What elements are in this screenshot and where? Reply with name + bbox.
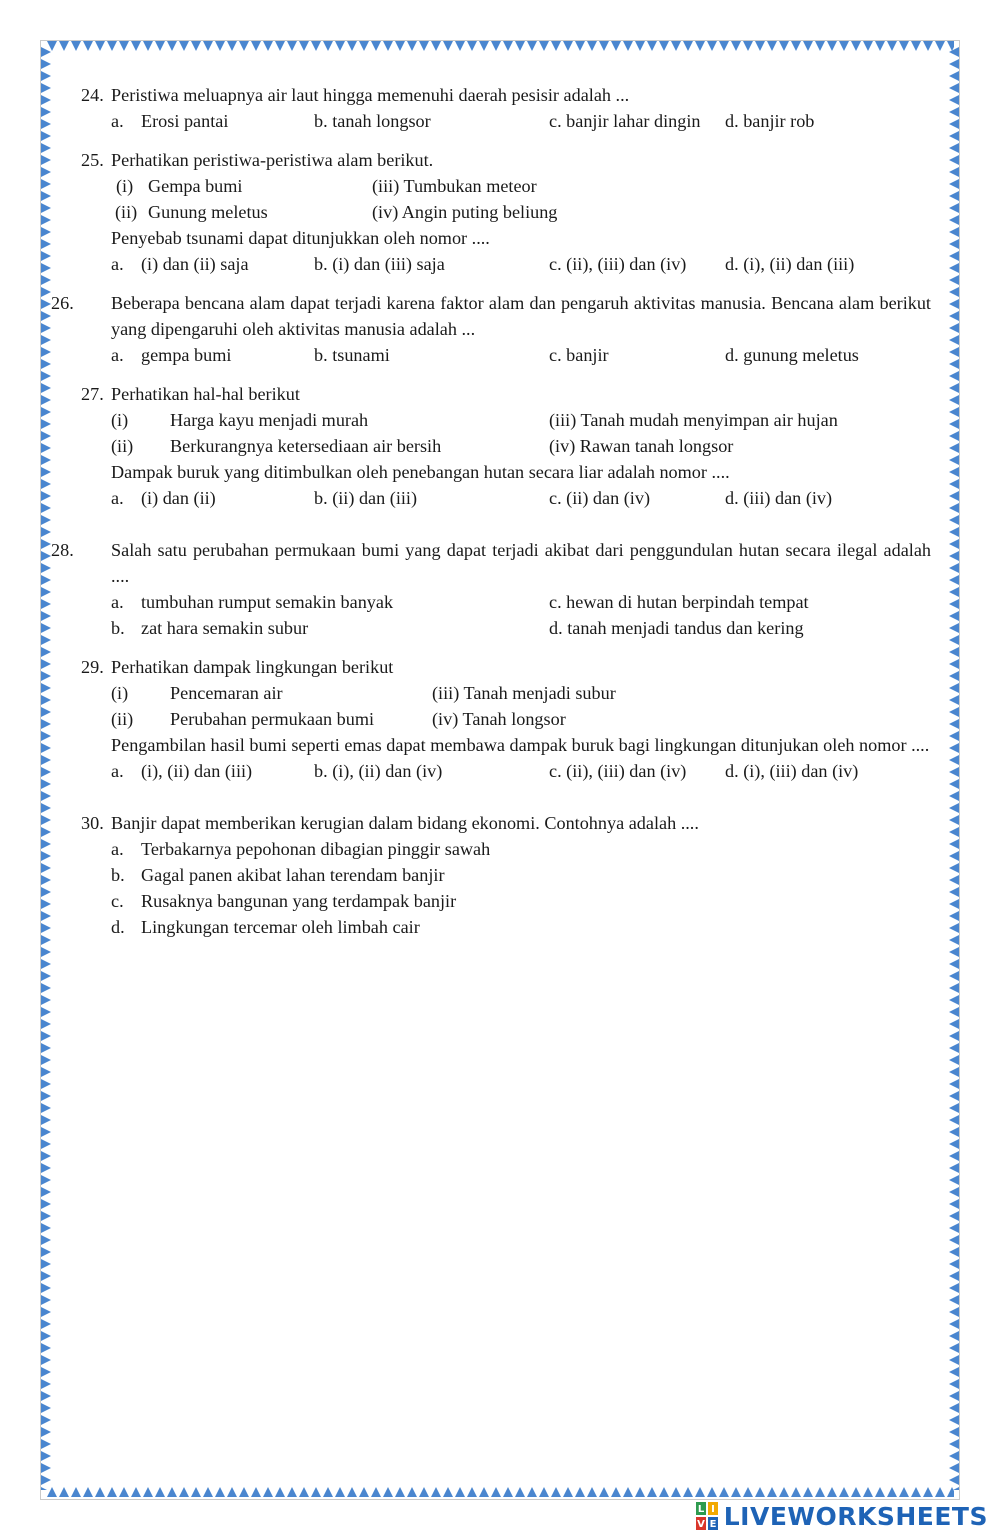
- option-b[interactable]: b. (i) dan (iii) saja: [314, 254, 445, 274]
- decorative-border-top: [46, 40, 954, 52]
- question-26: [51, 290, 931, 368]
- statement-label: (ii): [111, 709, 134, 729]
- option-a[interactable]: a. gempa bumi: [111, 345, 232, 365]
- option-a[interactable]: a. (i) dan (ii) saja: [111, 254, 249, 274]
- question-text: Beberapa bencana alam dapat terjadi karena faktor alam dan pengaruh aktivitas manusia. Bencana alam berikut yang dipengaruhi oleh aktivitas manusia adalah ...: [111, 293, 931, 339]
- option-d[interactable]: d. gunung meletus: [725, 345, 859, 365]
- logo-mark-letter: V: [696, 1519, 705, 1530]
- question-text: Perhatikan peristiwa-peristiwa alam berikut.: [111, 150, 434, 170]
- option-b[interactable]: b. tsunami: [314, 345, 390, 365]
- option-c[interactable]: c. (ii), (iii) dan (iv): [549, 254, 687, 274]
- option-a[interactable]: a. tumbuhan rumput semakin banyak: [111, 592, 394, 612]
- option-c[interactable]: c. (ii), (iii) dan (iv): [549, 761, 687, 781]
- option-a[interactable]: a. (i), (ii) dan (iii): [111, 761, 253, 781]
- liveworksheets-mark-icon: [696, 1502, 718, 1530]
- option-a[interactable]: a. Erosi pantai: [111, 111, 229, 131]
- statement-label: (i): [111, 683, 129, 703]
- option-b[interactable]: b. tanah longsor: [314, 111, 431, 131]
- statement-row: [81, 706, 931, 732]
- decorative-border-right: [948, 46, 960, 1490]
- option-d[interactable]: d. tanah menjadi tandus dan kering: [549, 618, 804, 638]
- decorative-border-left: [40, 46, 52, 1490]
- statement-text: Berkurangnya ketersediaan air bersih: [170, 436, 442, 456]
- statement-label: (ii): [111, 436, 134, 456]
- question-27: [81, 381, 931, 511]
- liveworksheets-logo[interactable]: [696, 1501, 988, 1531]
- statement-text: (iv) Rawan tanah longsor: [549, 436, 734, 456]
- question-text: Salah satu perubahan permukaan bumi yang dapat terjadi akibat dari penggundulan hutan secara ilegal adalah ....: [111, 540, 931, 586]
- option-b[interactable]: b. (ii) dan (iii): [314, 488, 418, 508]
- options-row: [81, 615, 931, 641]
- statement-text: (iv) Angin puting beliung: [372, 202, 558, 222]
- question-29: [81, 654, 931, 784]
- statement-text: Perubahan permukaan bumi: [170, 709, 375, 729]
- statement-label: (ii): [115, 202, 138, 222]
- option-a[interactable]: a. (i) dan (ii): [111, 488, 216, 508]
- options-row: [81, 342, 931, 368]
- question-30: [81, 810, 931, 940]
- question-number: 25.: [81, 150, 104, 170]
- statement-row: [81, 407, 931, 433]
- statement-text: (iii) Tanah menjadi subur: [432, 683, 616, 703]
- statement-text: Gunung meletus: [148, 202, 268, 222]
- question-text: Perhatikan dampak lingkungan berikut: [111, 657, 394, 677]
- statement-row: [81, 680, 931, 706]
- decorative-border-bottom: [46, 1486, 954, 1498]
- statement-row: [81, 433, 931, 459]
- option-c[interactable]: c. banjir lahar dingin: [549, 111, 701, 131]
- logo-mark-letter: L: [697, 1504, 704, 1515]
- question-28: [51, 537, 931, 641]
- statement-text: Gempa bumi: [148, 176, 243, 196]
- question-25: [81, 147, 931, 277]
- statement-text: Pencemaran air: [170, 683, 283, 703]
- option-a[interactable]: a. Terbakarnya pepohonan dibagian pinggir sawah: [111, 839, 491, 859]
- option-c[interactable]: c. (ii) dan (iv): [549, 488, 650, 508]
- question-number: 30.: [81, 813, 104, 833]
- options-row: [81, 251, 931, 277]
- question-number: 29.: [81, 657, 104, 677]
- option-b[interactable]: b. zat hara semakin subur: [111, 618, 309, 638]
- option-d[interactable]: d. (iii) dan (iv): [725, 488, 833, 508]
- question-prompt: Penyebab tsunami dapat ditunjukkan oleh nomor ....: [111, 228, 490, 248]
- statement-text: (iv) Tanah longsor: [432, 709, 566, 729]
- logo-mark-letter: E: [709, 1519, 717, 1530]
- option-c[interactable]: c. Rusaknya bangunan yang terdampak banjir: [111, 891, 457, 911]
- option-b[interactable]: b. Gagal panen akibat lahan terendam banjir: [111, 865, 445, 885]
- logo-text: LIVEWORKSHEETS: [723, 1501, 988, 1531]
- question-text: Peristiwa meluapnya air laut hingga memenuhi daerah pesisir adalah ...: [111, 85, 630, 105]
- statement-text: (iii) Tumbukan meteor: [372, 176, 537, 196]
- option-b[interactable]: b. (i), (ii) dan (iv): [314, 761, 443, 781]
- question-prompt: Pengambilan hasil bumi seperti emas dapat membawa dampak buruk bagi lingkungan ditunjukan oleh nomor ....: [111, 735, 930, 755]
- option-d[interactable]: d. (i), (iii) dan (iv): [725, 761, 859, 781]
- option-d[interactable]: d. banjir rob: [725, 111, 815, 131]
- option-d[interactable]: d. (i), (ii) dan (iii): [725, 254, 855, 274]
- question-text: Perhatikan hal-hal berikut: [111, 384, 300, 404]
- question-text: Banjir dapat memberikan kerugian dalam bidang ekonomi. Contohnya adalah ....: [111, 813, 699, 833]
- statement-row: [81, 173, 931, 199]
- options-row: [81, 108, 931, 134]
- question-number: 27.: [81, 384, 104, 404]
- statement-row: [81, 199, 931, 225]
- question-24: [81, 82, 931, 134]
- options-row: [81, 758, 931, 784]
- question-number: 24.: [81, 85, 104, 105]
- statement-text: (iii) Tanah mudah menyimpan air hujan: [549, 410, 838, 430]
- options-row: [81, 485, 931, 511]
- question-prompt: Dampak buruk yang ditimbulkan oleh penebangan hutan secara liar adalah nomor ....: [111, 462, 730, 482]
- statement-label: (i): [116, 176, 134, 196]
- logo-mark-letter: I: [710, 1504, 715, 1515]
- options-row: [81, 589, 931, 615]
- question-number: 28.: [51, 540, 74, 560]
- question-number: 26.: [51, 293, 74, 313]
- worksheet-content: [51, 82, 931, 953]
- option-d[interactable]: d. Lingkungan tercemar oleh limbah cair: [111, 917, 420, 937]
- statement-text: Harga kayu menjadi murah: [170, 410, 369, 430]
- option-c[interactable]: c. banjir: [549, 345, 609, 365]
- option-c[interactable]: c. hewan di hutan berpindah tempat: [549, 592, 809, 612]
- statement-label: (i): [111, 410, 129, 430]
